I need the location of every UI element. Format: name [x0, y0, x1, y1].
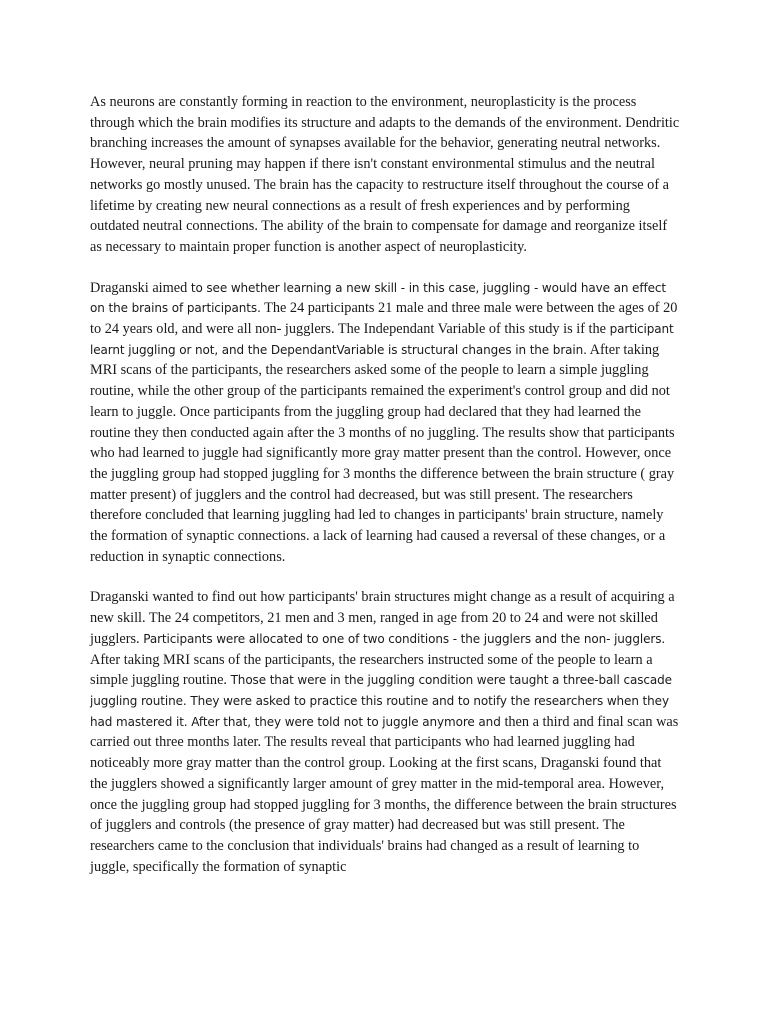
- paragraph-3-segment-5: then a third and final scan was carried out three months later. The results reveal that participants who had learned juggling had noticeably more gray matter than the control group. Looking at the first scans, Draganski found that the jugglers showed a significantly larger amount of grey matter in the mid-temporal area. However, once the juggling group had stopped juggling for 3 months, the difference between the brain structures of jugglers and controls (the presence of gray matter) had decreased but was still present. The researchers came to the conclusion that individuals' brains had changed as a result of learning to juggle, specifically the formation of synaptic: [90, 713, 679, 875]
- paragraph-draganski-procedure: [90, 587, 680, 877]
- paragraph-2-segment-4: participant learnt juggling or not, and the DependantVariable is structural changes in the brain.: [90, 322, 674, 357]
- paragraph-3-segment-2: Participants were allocated to one of two conditions - the jugglers and the non- jugglers.: [143, 631, 666, 646]
- paragraph-2-segment-1: Draganski aimed: [90, 279, 191, 296]
- paragraph-3-segment-4: Those that were in the juggling condition were taught a three-ball cascade juggling routine. They were asked to practice this routine and to notify the researchers when they had mastered it. After that, they were told not to juggle anymore and: [90, 673, 672, 729]
- document-page: [90, 92, 680, 897]
- paragraph-2-segment-5: After taking MRI scans of the participants, the researchers asked some of the people to learn a simple juggling routine, while the other group of the participants remained the experiment's control group and did not learn to juggle. Once participants from the juggling group had declared that they had learned the routine they then conducted again after the 3 months of no juggling. The results show that participants who had learned to juggle had significantly more gray matter present than the control. However, once the juggling group had stopped juggling for 3 months the difference between the brain structure ( gray matter present) of jugglers and the control had decreased, but was still present. The researchers therefore concluded that learning juggling had led to changes in participants' brain structure, namely the formation of synaptic connections. a lack of learning had caused a reversal of these changes, or a reduction in synaptic connections.: [90, 341, 675, 565]
- paragraph-3-segment-3: After taking MRI scans of the participants, the researchers instructed some of the people to learn a simple juggling routine.: [90, 651, 653, 689]
- paragraph-2-segment-2: to see whether learning a new skill - in this case, juggling - would have an effect on the brains of participants.: [90, 280, 666, 316]
- paragraph-2-segment-3: The 24 participants 21 male and three male were between the ages of 20 to 24 years old, and were all non- jugglers. The Independant Variable of this study is if the: [90, 300, 678, 338]
- paragraph-neuroplasticity: As neurons are constantly forming in reaction to the environment, neuroplasticity is the process through which the brain modifies its structure and adapts to the demands of the environment. Dendritic branching increases the amount of synapses available for the behavior, generating neutral networks. However, neural pruning may happen if there isn't constant environmental stimulus and the neutral networks go mostly unused. The brain has the capacity to restructure itself throughout the course of a lifetime by creating new neural connections as a result of fresh experiences and by performing outdated neutral connections. The ability of the brain to compensate for damage and reorganize itself as necessary to maintain proper function is another aspect of neuroplasticity.: [90, 94, 680, 255]
- paragraph-3-segment-1: Draganski wanted to find out how participants' brain structures might change as a result of acquiring a new skill. The 24 competitors, 21 men and 3 men, ranged in age from 20 to 24 and were not skilled jugglers.: [90, 589, 675, 647]
- paragraph-draganski-aim: [90, 278, 680, 568]
